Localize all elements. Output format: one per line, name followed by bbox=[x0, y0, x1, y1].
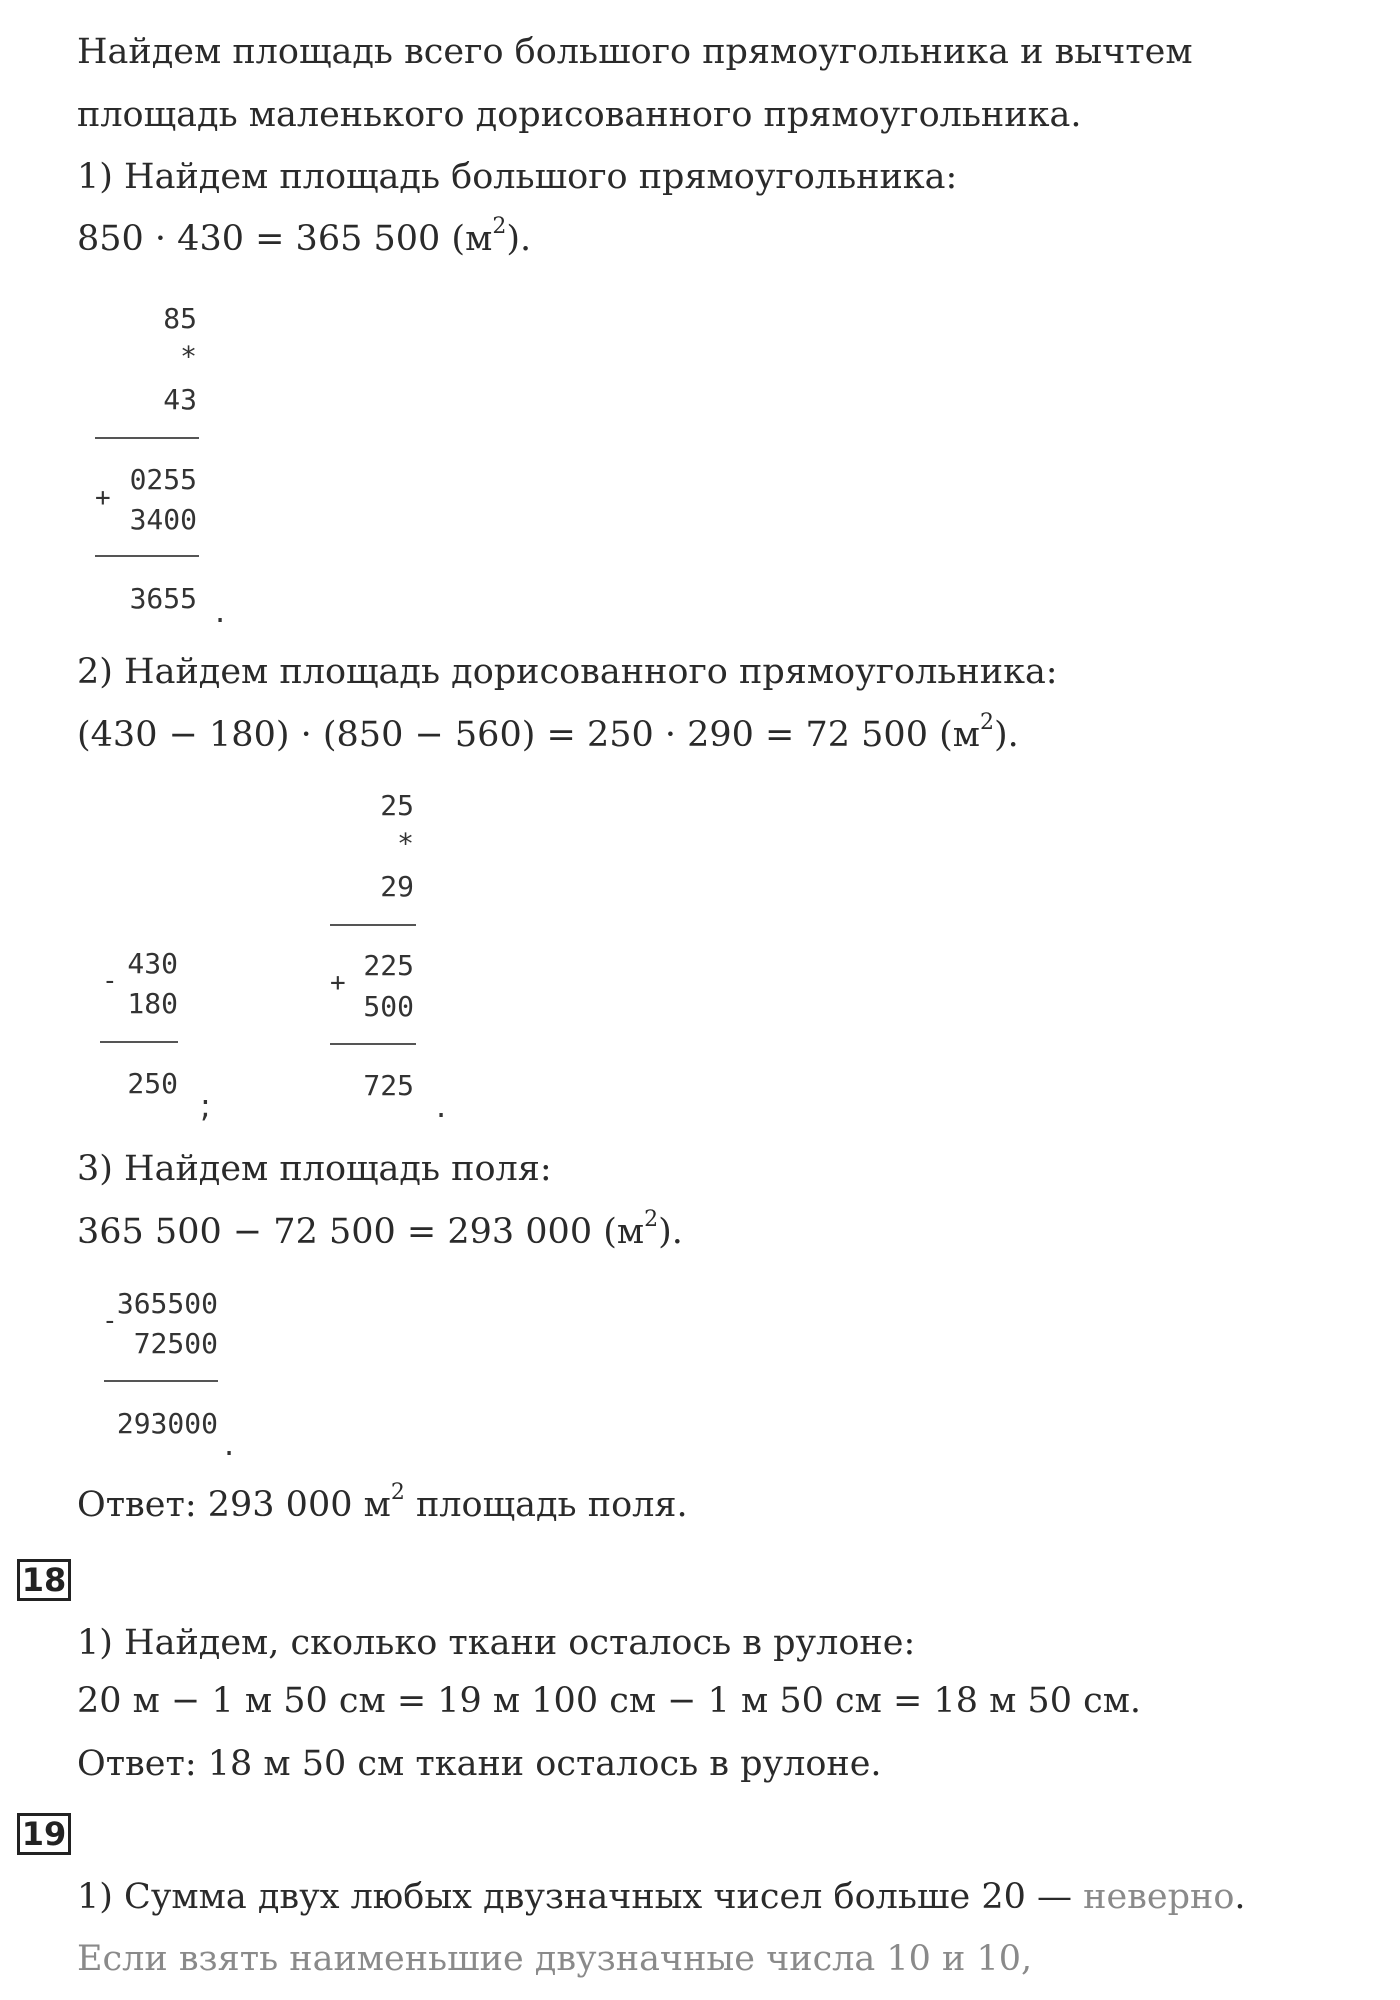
step1-expression: 850 · 430 = 365 500 $(м^2)$. bbox=[77, 214, 532, 259]
rule bbox=[95, 437, 199, 439]
multiply-sign: * bbox=[397, 827, 414, 860]
partial-product-1: 225 bbox=[363, 949, 414, 982]
rule bbox=[95, 555, 199, 557]
plus-sign: + bbox=[95, 483, 111, 513]
answer-17: Ответ: 293 000 $м^2$ площадь поля. bbox=[77, 1480, 688, 1525]
rule bbox=[330, 1043, 416, 1045]
product-result: 3655 bbox=[129, 582, 197, 615]
partial-product-2: 500 bbox=[363, 990, 414, 1023]
subtrahend: 72500 bbox=[133, 1327, 218, 1360]
task-number-18: 18 bbox=[17, 1559, 71, 1601]
step2-expression: (430 − 180) · (850 − 560) = 250 · 290 = 72 500 $(м^2)$. bbox=[77, 710, 1019, 755]
rule bbox=[330, 924, 416, 926]
minuend: 430 bbox=[127, 947, 178, 980]
end-mark: . bbox=[436, 1087, 447, 1125]
factor-2: 43 bbox=[163, 383, 197, 416]
task18-expression: 20 м − 1 м 50 см = 19 м 100 см − 1 м 50 см = 18 м 50 см. bbox=[77, 1681, 1142, 1721]
end-mark: . bbox=[224, 1425, 235, 1463]
partial-product-2: 3400 bbox=[129, 503, 197, 536]
multiply-sign: * bbox=[180, 340, 197, 373]
step3-expression: 365 500 − 72 500 = 293 000 $(м^2)$. bbox=[77, 1207, 683, 1252]
minuend: 365500 bbox=[116, 1287, 218, 1320]
factor-2: 29 bbox=[380, 870, 414, 903]
difference: 293000 bbox=[116, 1407, 218, 1440]
rule bbox=[100, 1041, 178, 1043]
intro-line-2: площадь маленького дорисованного прямоугольника. bbox=[77, 95, 1082, 135]
verdict-wrong: неверно bbox=[1083, 1877, 1235, 1917]
difference: 250 bbox=[127, 1067, 178, 1100]
step3-title: 3) Найдем площадь поля: bbox=[77, 1149, 552, 1189]
task18-answer: Ответ: 18 м 50 см ткани осталось в рулоне. bbox=[77, 1744, 882, 1784]
step2-title: 2) Найдем площадь дорисованного прямоугольника: bbox=[77, 652, 1058, 692]
task19-step1: 1) Сумма двух любых двузначных чисел больше 20 — неверно. bbox=[77, 1877, 1246, 1917]
product-result: 725 bbox=[363, 1069, 414, 1102]
step1-title: 1) Найдем площадь большого прямоугольника: bbox=[77, 157, 958, 197]
partial-product-1: 0255 bbox=[129, 463, 197, 496]
plus-sign: + bbox=[330, 968, 346, 998]
minus-sign: - bbox=[102, 966, 118, 996]
minus-sign: - bbox=[102, 1306, 118, 1336]
intro-line-1: Найдем площадь всего большого прямоугольника и вычтем bbox=[77, 32, 1193, 72]
rule bbox=[104, 1380, 218, 1382]
task-number-19: 19 bbox=[17, 1813, 71, 1855]
task19-explanation: Если взять наименьшие двузначные числа 10 и 10, bbox=[77, 1939, 1033, 1979]
subtrahend: 180 bbox=[127, 987, 178, 1020]
end-mark: . bbox=[215, 592, 226, 630]
factor-1: 85 bbox=[163, 302, 197, 335]
end-mark: ; bbox=[200, 1087, 211, 1125]
task18-step1: 1) Найдем, сколько ткани осталось в рулоне: bbox=[77, 1623, 916, 1663]
factor-1: 25 bbox=[380, 789, 414, 822]
